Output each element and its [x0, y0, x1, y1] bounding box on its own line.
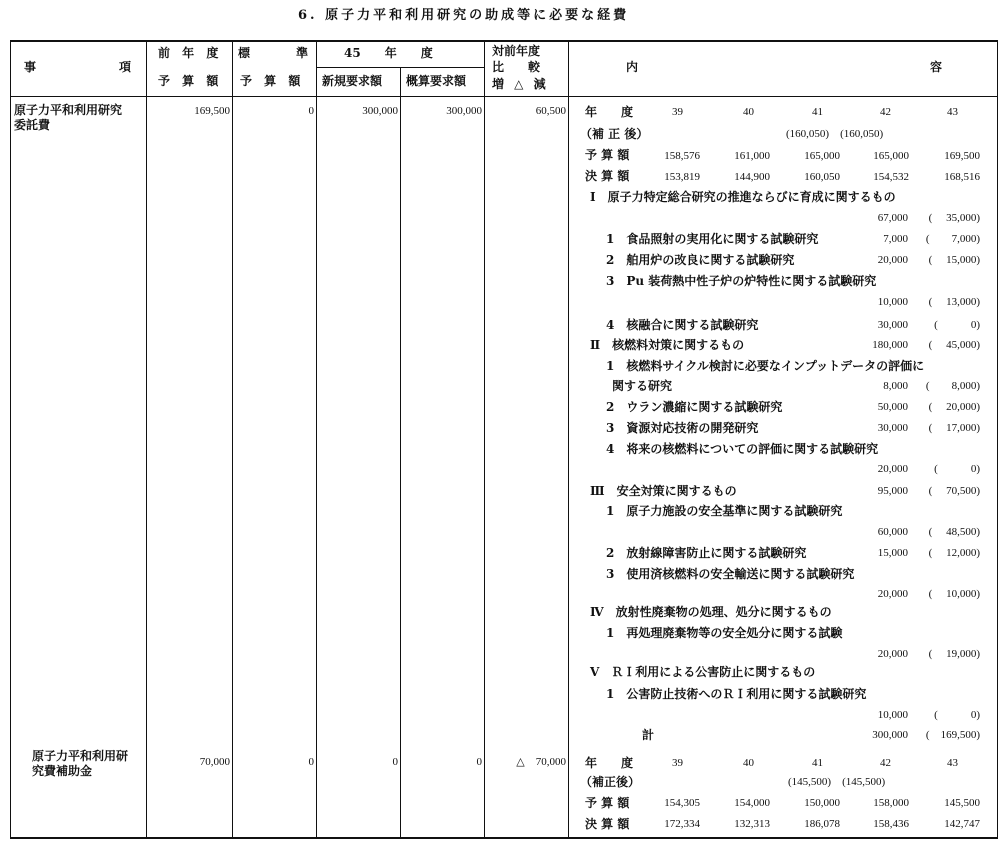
s3-item-3-amount: 20,000 [877, 588, 908, 600]
item-1-gaisan: 300,000 [446, 105, 482, 117]
d1-years-label: 年 度 [585, 105, 634, 119]
total-label: 計 [642, 728, 655, 742]
item-2-hyo-yosan: 0 [308, 756, 314, 768]
item-2-zen-yosan: 70,000 [199, 756, 230, 768]
s4-item-1: 1 再処理廃棄物等の安全処分に関する試験 [606, 626, 843, 640]
col-border-0 [10, 40, 11, 838]
d1-year-42: 42 [880, 106, 891, 118]
s3-item-3: 3 使用済核燃料の安全輸送に関する試験研究 [606, 567, 855, 581]
s3-item-1-amount: 60,000 [877, 526, 908, 538]
s1-item-2: 2 舶用炉の改良に関する試験研究 [606, 253, 795, 267]
table-bottom-border [10, 837, 998, 839]
s4-item-1-prev: ( 19,000) [928, 648, 980, 660]
page-title: 6. 原子力平和利用研究の助成等に必要な経費 [298, 8, 630, 23]
d2-year-39: 39 [672, 757, 683, 769]
d2-year-42: 42 [880, 757, 891, 769]
s2-item-2-amount: 50,000 [877, 401, 908, 413]
d2-years-label: 年 度 [585, 756, 634, 770]
header-shinki: 新規要求額 [322, 74, 383, 88]
d2-hosei-label: （補正後） [580, 775, 641, 789]
col-border-3 [316, 40, 317, 838]
s3-item-2-amount: 15,000 [877, 547, 908, 559]
s1-item-3-amount: 10,000 [877, 296, 908, 308]
section-3-prev: ( 70,500) [928, 485, 980, 497]
item-1-zen-yosan: 169,500 [194, 105, 230, 117]
s2-item-4-prev: ( 0) [934, 463, 980, 475]
s3-item-1-prev: ( 48,500) [928, 526, 980, 538]
item-2-name-line2: 究費補助金 [32, 764, 93, 778]
header-45-nendo: 45 年 度 [344, 46, 433, 60]
col-border-2 [232, 40, 233, 838]
s3-item-3-prev: ( 10,000) [928, 588, 980, 600]
d2-kessan-39: 172,334 [664, 818, 700, 830]
total-prev: ( 169,500) [925, 729, 980, 741]
table-top-border [10, 40, 998, 42]
section-1-heading: Ⅰ 原子力特定総合研究の推進ならびに育成に関するもの [590, 190, 896, 204]
s5-item-1-amount: 10,000 [877, 709, 908, 721]
header-nai: 内 [626, 60, 639, 74]
header-hyo-yosan: 予 算 額 [240, 74, 305, 88]
s2-item-3-prev: ( 17,000) [928, 422, 980, 434]
header-yo: 容 [930, 60, 943, 74]
d1-year-40: 40 [743, 106, 754, 118]
item-1-shinki: 300,000 [362, 105, 398, 117]
d1-year-41: 41 [812, 106, 823, 118]
d1-kessan-41: 160,050 [804, 171, 840, 183]
s1-item-1-amount: 7,000 [883, 233, 908, 245]
d1-hosei-vals: (160,050) (160,050) [786, 128, 884, 140]
item-1-hyo-yosan: 0 [308, 105, 314, 117]
s3-item-2: 2 放射線障害防止に関する試験研究 [606, 546, 807, 560]
s3-item-2-prev: ( 12,000) [928, 547, 980, 559]
item-2-gaisan: 0 [476, 756, 482, 768]
item-1-name-line1: 原子力平和利用研究 [14, 103, 123, 117]
section-3-heading: Ⅲ 安全対策に関するもの [590, 484, 737, 498]
s5-item-1-prev: ( 0) [934, 709, 980, 721]
d2-kessan-42: 158,436 [873, 818, 909, 830]
section-2-heading: Ⅱ 核燃料対策に関するもの [590, 338, 745, 352]
item-2-shinki: 0 [392, 756, 398, 768]
d2-kessan-40: 132,313 [734, 818, 770, 830]
item-2-name-line1: 原子力平和利用研 [32, 749, 129, 763]
d2-kessan-41: 186,078 [804, 818, 840, 830]
s2-item-1-amount: 8,000 [883, 380, 908, 392]
d2-yosan-40: 154,000 [734, 797, 770, 809]
d1-kessan-43: 168,516 [944, 171, 980, 183]
header-taizen: 対前年度 [492, 44, 541, 58]
col-border-4 [400, 68, 401, 838]
s2-item-1: 1 核燃料サイクル検討に必要なインプットデータの評価に [606, 359, 925, 373]
s5-item-1: 1 公害防止技術へのＲＩ利用に関する試験研究 [606, 687, 867, 701]
d2-kessan-label: 決 算 額 [585, 817, 630, 831]
d1-hosei-label: （補 正 後） [580, 127, 649, 141]
d2-yosan-label: 予 算 額 [585, 796, 630, 810]
d2-year-41: 41 [812, 757, 823, 769]
s2-item-3-amount: 30,000 [877, 422, 908, 434]
section-5-heading: Ⅴ ＲＩ利用による公害防止に関するもの [590, 665, 816, 679]
d1-kessan-40: 144,900 [734, 171, 770, 183]
d1-year-39: 39 [672, 106, 683, 118]
section-4-heading: Ⅳ 放射性廃棄物の処理、処分に関するもの [590, 605, 832, 619]
col-border-6 [568, 40, 569, 838]
d1-year-43: 43 [947, 106, 958, 118]
header-hikaku: 比 較 [492, 60, 547, 74]
header-hyo: 標 [238, 46, 251, 60]
s2-item-4: 4 将来の核燃料についての評価に関する試験研究 [606, 442, 879, 456]
s1-item-2-amount: 20,000 [877, 254, 908, 266]
s2-item-3: 3 資源対応技術の開発研究 [606, 421, 759, 435]
total-amount: 300,000 [872, 729, 908, 741]
s2-item-4-amount: 20,000 [877, 463, 908, 475]
s2-item-1-line2: 関する研究 [612, 379, 673, 393]
header-zen-yosan: 予 算 額 [158, 74, 223, 88]
d1-kessan-label: 決 算 額 [585, 169, 630, 183]
header-mid-rule-45 [316, 67, 484, 68]
s1-item-1-prev: ( 7,000) [925, 233, 980, 245]
d1-yosan-42: 165,000 [873, 150, 909, 162]
s2-item-1-prev: ( 8,000) [925, 380, 980, 392]
header-jiko: 事 [24, 60, 37, 74]
section-2-prev: ( 45,000) [928, 339, 980, 351]
s4-item-1-amount: 20,000 [877, 648, 908, 660]
d1-yosan-label: 予 算 額 [585, 148, 630, 162]
item-2-zogen: △ 70,000 [516, 756, 566, 768]
header-jiko-2: 項 [119, 60, 132, 74]
d2-yosan-39: 154,305 [664, 797, 700, 809]
s1-item-3: 3 Pu 装荷熱中性子炉の炉特性に関する試験研究 [606, 274, 877, 288]
d2-yosan-42: 158,000 [873, 797, 909, 809]
d2-yosan-41: 150,000 [804, 797, 840, 809]
header-hyo-2: 準 [296, 46, 309, 60]
section-1-prev: ( 35,000) [928, 212, 980, 224]
header-zen-nendo: 前 年 度 [158, 46, 223, 60]
s3-item-1: 1 原子力施設の安全基準に関する試験研究 [606, 504, 843, 518]
col-border-5 [484, 40, 485, 838]
s1-item-1: 1 食品照射の実用化に関する試験研究 [606, 232, 819, 246]
col-border-1 [146, 40, 147, 838]
d1-yosan-40: 161,000 [734, 150, 770, 162]
section-2-amount: 180,000 [872, 339, 908, 351]
d1-kessan-42: 154,532 [873, 171, 909, 183]
d1-kessan-39: 153,819 [664, 171, 700, 183]
header-bottom-border [10, 96, 998, 97]
header-gaisan: 概算要求額 [406, 74, 467, 88]
s1-item-4-amount: 30,000 [877, 319, 908, 331]
d2-year-43: 43 [947, 757, 958, 769]
item-1-name-line2: 委託費 [14, 118, 51, 132]
section-1-amount: 67,000 [877, 212, 908, 224]
s1-item-2-prev: ( 15,000) [928, 254, 980, 266]
s2-item-2-prev: ( 20,000) [928, 401, 980, 413]
s2-item-2: 2 ウラン濃縮に関する試験研究 [606, 400, 783, 414]
s1-item-3-prev: ( 13,000) [928, 296, 980, 308]
d1-yosan-39: 158,576 [664, 150, 700, 162]
d2-year-40: 40 [743, 757, 754, 769]
d1-yosan-43: 169,500 [944, 150, 980, 162]
s1-item-4-prev: ( 0) [934, 319, 980, 331]
item-1-zogen: 60,500 [535, 105, 566, 117]
header-zogen: 増 △ 減 [492, 77, 549, 91]
d2-kessan-43: 142,747 [944, 818, 980, 830]
d1-yosan-41: 165,000 [804, 150, 840, 162]
s1-item-4: 4 核融合に関する試験研究 [606, 318, 759, 332]
col-border-7 [997, 40, 998, 838]
section-3-amount: 95,000 [877, 485, 908, 497]
d2-yosan-43: 145,500 [944, 797, 980, 809]
d2-hosei-vals: (145,500) (145,500) [788, 776, 886, 788]
